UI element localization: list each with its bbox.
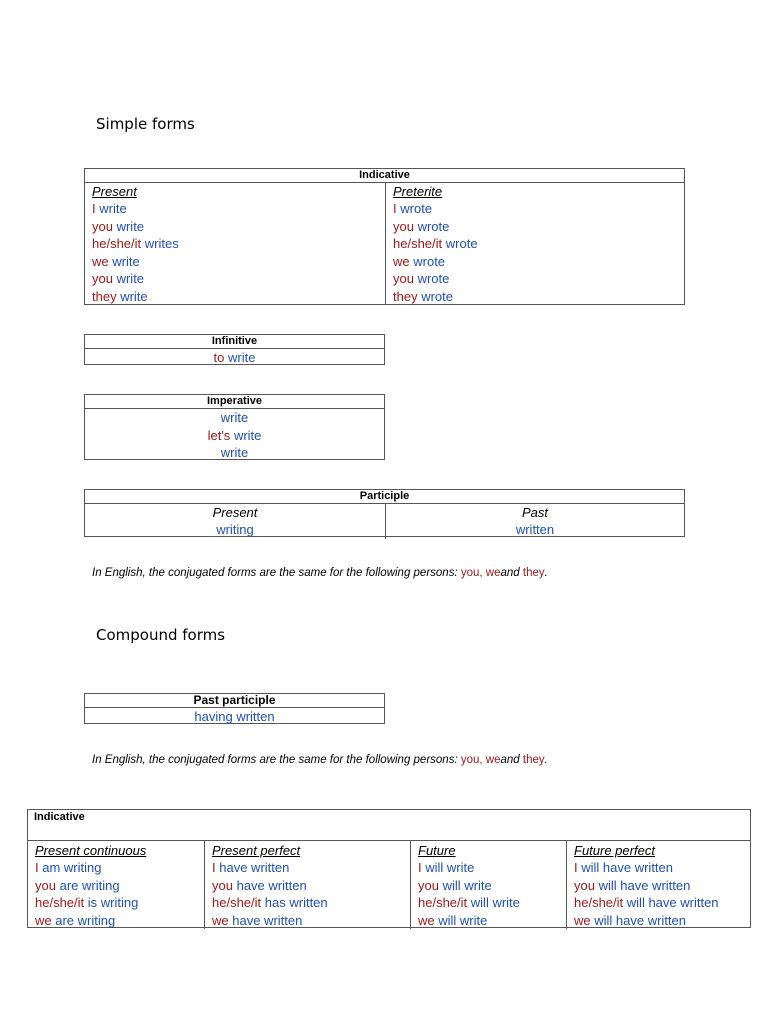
preterite-label: Preterite [393,184,443,199]
preterite-column [385,183,684,305]
conjugation-row: we have written [212,912,303,928]
conjugation-row: you write [92,218,145,234]
indicative-title: Indicative [85,169,684,183]
imperative-row: write [220,410,249,425]
indicative-table [84,168,685,305]
conjugation-row: you have written [212,877,307,893]
present-perfect-label: Present perfect [212,843,301,858]
participle-past-value: written [515,522,555,537]
conjugation-row: we wrote [393,253,446,269]
compound-indicative-title: Indicative [28,810,750,841]
present-label: Present [92,184,137,199]
compound-indicative-table [27,809,751,928]
conjugation-row: you wrote [393,271,450,286]
imperative-title: Imperative [85,395,384,409]
participle-table [84,489,685,537]
compound-forms-heading: Compound forms [96,626,226,644]
present-continuous-column [28,841,204,929]
conjugation-row: I will write [418,860,475,875]
conjugation-row: he/she/it will write [418,895,520,910]
infinitive-table [84,334,385,365]
conjugation-row: you write [92,271,145,286]
future-perfect-label: Future perfect [574,843,655,858]
imperative-row: write [220,445,249,460]
conjugation-row: you are writing [35,877,120,893]
conjugation-row: he/she/it wrote [393,236,478,251]
present-perfect-column [204,841,410,929]
future-perfect-column [566,841,750,929]
conjugation-row: they write [92,288,148,304]
imperative-row: let's write [207,427,262,443]
conjugation-row: you will write [418,877,492,893]
conjugation-row: he/she/it has written [212,895,328,910]
note-same-forms: In English, the conjugated forms are the same for the following persons: you, weand they. [92,567,548,579]
conjugation-row: you will have written [574,877,691,893]
conjugation-row: we will have written [574,912,687,928]
participle-past-label: Past [521,505,548,520]
conjugation-row: I will have written [574,860,674,875]
future-column [410,841,566,929]
future-label: Future [418,843,456,858]
conjugation-row: they wrote [393,288,453,304]
note-same-forms-compound: In English, the conjugated forms are the same for the following persons: you, weand they. [92,754,548,766]
infinitive-title: Infinitive [85,335,384,349]
conjugation-row: we will write [418,912,488,928]
imperative-table [84,394,385,460]
conjugation-row: we write [92,253,140,269]
participle-present-label: Present [212,505,258,520]
conjugation-row: I am writing [35,860,102,875]
present-continuous-label: Present continuous [35,843,147,858]
participle-title: Participle [85,490,684,504]
participle-present-value: writing [216,522,254,537]
conjugation-row: he/she/it will have written [574,895,719,910]
present-column [85,183,385,305]
past-participle-table [84,693,385,724]
past-participle-title: Past participle [85,694,384,708]
infinitive-value: to write [213,350,256,365]
conjugation-row: I wrote [393,201,433,216]
conjugation-row: we are writing [35,912,116,928]
past-participle-value: having written [194,709,275,724]
participle-present-column [85,504,385,539]
conjugation-row: you wrote [393,218,450,234]
simple-forms-heading: Simple forms [96,115,195,133]
participle-past-column [385,504,684,539]
conjugation-row: he/she/it is writing [35,895,139,910]
conjugation-row: he/she/it writes [92,236,179,251]
conjugation-row: I write [92,201,127,216]
conjugation-row: I have written [212,860,290,875]
